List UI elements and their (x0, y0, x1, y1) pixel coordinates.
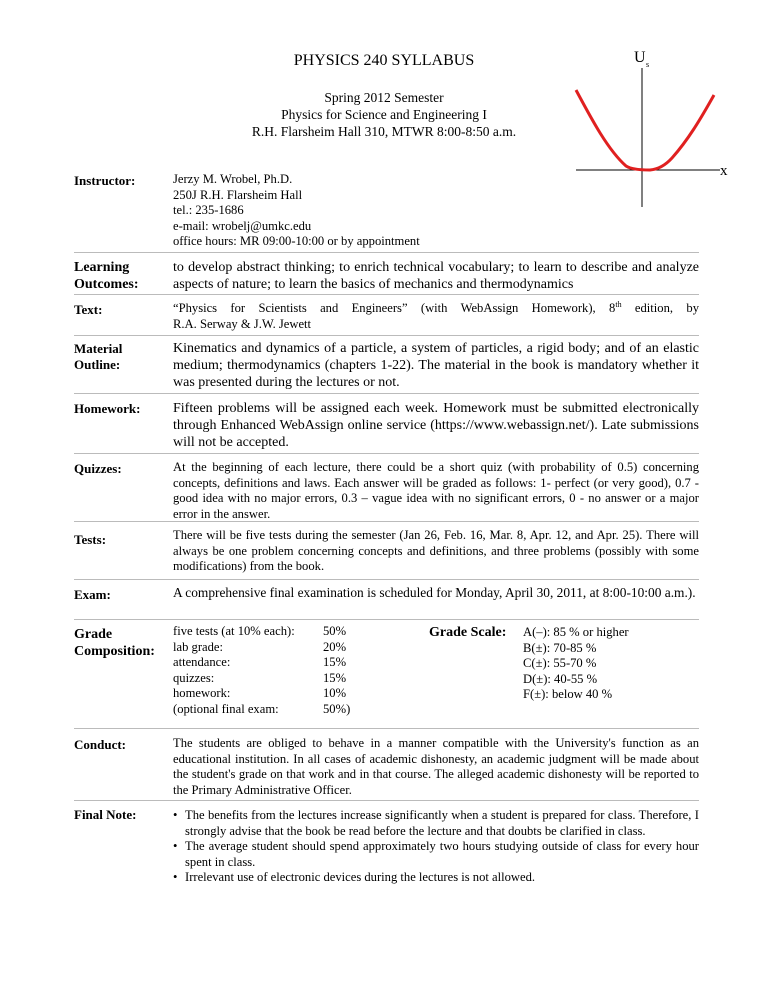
divider (74, 579, 699, 580)
grade-row: lab grade: 20% (173, 639, 347, 654)
instructor-name: Jerzy M. Wrobel, Ph.D. (173, 172, 293, 186)
exam-label: Exam: (74, 587, 111, 602)
x-axis-label: x (720, 163, 728, 179)
grade-row: five tests (at 10% each): 50% (173, 624, 347, 638)
grade-composition-label: Grade Composition: (74, 627, 155, 659)
material-outline-text: Kinematics and dynamics of a particle, a system of particles, a rigid body; and of an elastic medium; thermodynamics (chapters 1-22). The material in the book is mandatory whether it was presented during the lectures or not. (173, 341, 699, 390)
grade-scale-label: Grade Scale: (429, 625, 507, 640)
material-outline-label: Material Outline: (74, 341, 123, 372)
page-title: PHYSICS 240 SYLLABUS (293, 52, 475, 69)
final-note-label: Final Note: (74, 807, 137, 822)
list-item: • Irrelevant use of electronic devices during the lectures is not allowed. (173, 870, 699, 886)
learning-outcomes-label: Learning Outcomes: (74, 260, 139, 292)
divider (74, 619, 699, 620)
grade-scale-list (523, 625, 629, 703)
list-item: • The benefits from the lectures increase significantly when a student is prepared for class. Therefore, I strongly advise that the book be read before the lecture and that doubts be clarified in class. (173, 808, 699, 839)
y-axis-subscript: s (646, 60, 650, 69)
instructor-label: Instructor: (74, 173, 136, 188)
final-note-list (173, 808, 699, 886)
conduct-label: Conduct: (74, 737, 127, 752)
divider (74, 335, 699, 336)
instructor-email: e-mail: wrobelj@umkc.edu (173, 218, 312, 233)
grade-scale-item: C(±): 55-70 % (523, 656, 597, 670)
learning-outcomes-text: to develop abstract thinking; to enrich technical vocabulary; to learn to describe and analyze aspects of nature; to learn the basics of mechanics and thermodynamics (173, 260, 699, 292)
potential-curve (576, 90, 714, 170)
instructor-info (173, 172, 699, 250)
grade-scale-item: A(–): 85 % or higher (523, 625, 629, 639)
grade-scale-item: F(±): below 40 % (523, 687, 613, 701)
divider (74, 453, 699, 454)
divider (74, 393, 699, 394)
course-name: Physics for Science and Engineering I (281, 107, 487, 122)
conduct-text: The students are obliged to behave in a manner compatible with the University's function as an educational institution. In all cases of academic dishonesty, an academic judgment will be made about the student's grade on that work and in that course. The alleged academic dishonesty will be reported to the Primary Administrative Officer. (173, 736, 699, 797)
tests-text: There will be five tests during the semester (Jan 26, Feb. 16, Mar. 8, Apr. 12, and Apr. 25). There will always be one problem concerning concepts and definitions, and three problems (possibly with some modifications) from the book. (173, 528, 699, 573)
divider (74, 294, 699, 295)
grade-scale-item: D(±): 40-55 % (523, 671, 598, 686)
grade-scale-item: B(±): 70-85 % (523, 640, 597, 655)
y-axis-label: U (634, 49, 646, 66)
instructor-hours: office hours: MR 09:00-10:00 or by appointment (173, 234, 420, 248)
tests-label: Tests: (74, 532, 107, 547)
grade-row: (optional final exam: 50%) (173, 701, 351, 716)
divider (74, 252, 699, 253)
homework-label: Homework: (74, 401, 141, 416)
exam-text: A comprehensive final examination is scheduled for Monday, April 30, 2011, at 8:00-10:00 a.m.). (173, 585, 696, 600)
list-item: • The average student should spend approximately two hours studying outside of class for every hour spent in class. (173, 839, 699, 870)
instructor-office: 250J R.H. Flarsheim Hall (173, 187, 303, 202)
grade-row: quizzes: 15% (173, 670, 347, 685)
textbook-info: “Physics for Scientists and Engineers” (with WebAssign Homework), 8th edition, by R.A. Serway & J.W. Jewett (173, 299, 699, 331)
divider (74, 800, 699, 801)
grade-composition-table (173, 624, 383, 717)
homework-text: Fifteen problems will be assigned each week. Homework must be submitted electronically through Enhanced WebAssign online service (https://www.webassign.net/). Late submissions will not be accepted. (173, 401, 699, 450)
grade-row: homework: 10% (173, 686, 347, 700)
semester: Spring 2012 Semester (324, 90, 444, 105)
text-label: Text: (74, 302, 103, 317)
grade-row: attendance: 15% (173, 655, 347, 669)
divider (74, 728, 699, 729)
divider (74, 521, 699, 522)
instructor-phone: tel.: 235-1686 (173, 203, 244, 217)
quizzes-label: Quizzes: (74, 461, 122, 476)
quizzes-text: At the beginning of each lecture, there could be a short quiz (with probability of 0.5) concerning concepts, definitions and laws. Each answer will be graded as follows: 1- perfect (or very good), 0.7 - good idea with no major errors, 0.3 – vague idea with no significant errors, 0 - no answer or a major error in the answer. (173, 460, 699, 521)
course-location: R.H. Flarsheim Hall 310, MTWR 8:00-8:50 a.m. (251, 124, 517, 139)
